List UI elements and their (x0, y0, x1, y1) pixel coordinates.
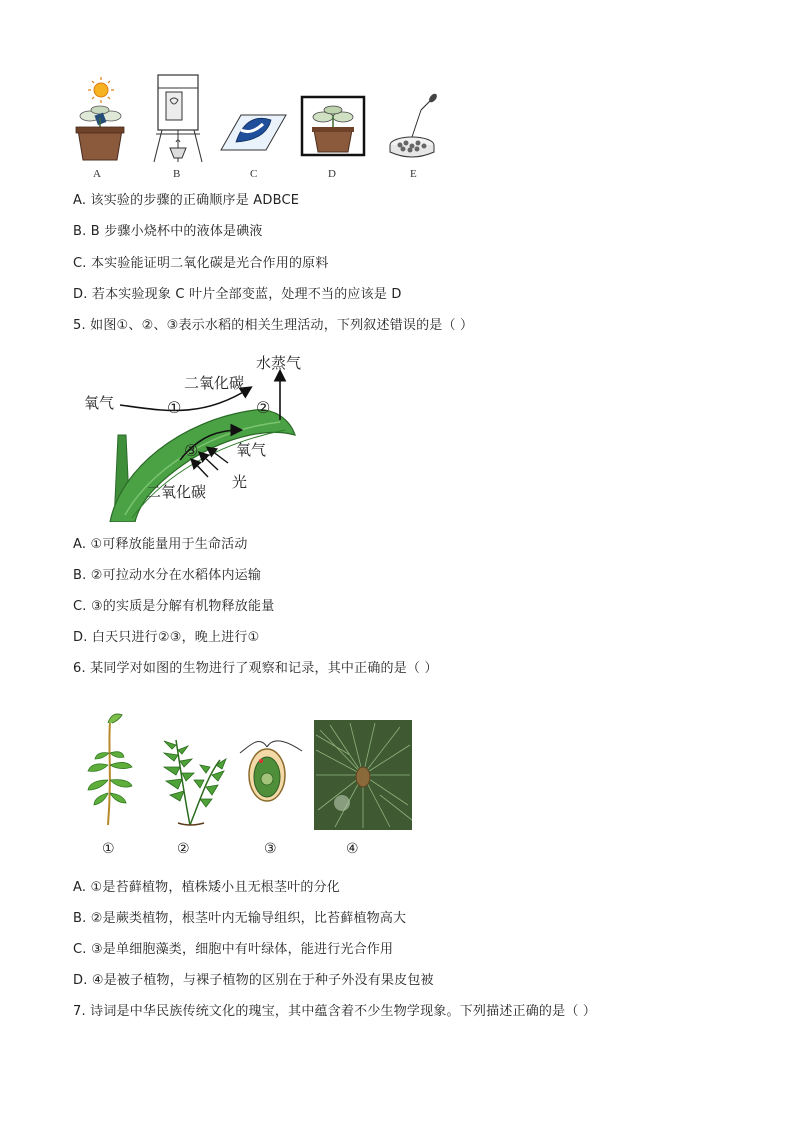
q7-stem: 7. 诗词是中华民族传统文化的瑰宝，其中蕴含着不少生物学现象。下列描述正确的是（ ） (73, 1004, 597, 1019)
q6-option-c: C. ③是单细胞藻类，细胞中有叶绿体，能进行光合作用 (73, 942, 394, 957)
figure-label-c: C (250, 168, 258, 180)
q6-option-b: B. ②是蕨类植物，根茎叶内无输导组织，比苔藓植物高大 (73, 911, 407, 926)
fern-plant (164, 740, 226, 825)
q5-stem: 5. 如图①、②、③表示水稻的相关生理活动，下列叙述错误的是（ ） (73, 318, 474, 333)
figure-label-a: A (93, 168, 101, 180)
q5-option-c: C. ③的实质是分解有机物释放能量 (73, 599, 275, 614)
organism-label-4: ④ (346, 841, 359, 857)
q6-option-d: D. ④是被子植物，与裸子植物的区别在于种子外没有果皮包被 (73, 973, 434, 988)
step-e-dish-dropper (390, 92, 439, 157)
pine-tree-photo (314, 720, 412, 830)
label-process-2: ② (256, 398, 271, 417)
q5-option-d: D. 白天只进行②③，晚上进行① (73, 630, 260, 645)
organism-label-2: ② (177, 841, 190, 857)
moss-plant (88, 714, 132, 825)
step-d-dark-plant (302, 97, 364, 155)
label-water-vapor: 水蒸气 (256, 354, 302, 372)
q6-stem: 6. 某同学对如图的生物进行了观察和记录，其中正确的是（ ） (73, 661, 438, 676)
step-a-plant-sun (76, 77, 124, 160)
label-co2-top: 二氧化碳 (184, 374, 245, 392)
label-oxygen-right: 氧气 (236, 441, 267, 459)
rice-leaf-diagram (80, 350, 325, 522)
figure-label-d: D (328, 168, 336, 180)
organisms-figure (80, 705, 420, 835)
q5-option-b: B. ②可拉动水分在水稻体内运输 (73, 568, 262, 583)
organism-label-3: ③ (264, 841, 277, 857)
organisms-illustration (80, 705, 420, 835)
label-light: 光 (232, 473, 248, 491)
q4-option-c: C. 本实验能证明二氧化碳是光合作用的原料 (73, 256, 329, 271)
q5-option-a: A. ①可释放能量用于生命活动 (73, 537, 248, 552)
chlamydomonas-cell (240, 741, 302, 801)
q6-option-a: A. ①是苔藓植物，植株矮小且无根茎叶的分化 (73, 880, 340, 895)
rice-leaf (110, 410, 295, 522)
label-co2-bottom: 二氧化碳 (146, 483, 207, 501)
label-process-1: ① (167, 398, 182, 417)
label-process-3: ③ (184, 441, 199, 460)
step-c-leaf-dish (221, 115, 286, 150)
figure-label-e: E (410, 168, 417, 180)
q4-option-a: A. 该实验的步骤的正确顺序是 ADBCE (73, 193, 300, 208)
label-oxygen-left: 氧气 (84, 394, 115, 412)
q4-option-d: D. 若本实验现象 C 叶片全部变蓝，处理不当的应该是 D (73, 287, 402, 302)
q4-option-b: B. B 步骤小烧杯中的液体是碘液 (73, 224, 263, 239)
rice-leaf-illustration (80, 350, 325, 522)
organism-label-1: ① (102, 841, 115, 857)
figure-label-b: B (173, 168, 181, 180)
step-b-water-bath (154, 75, 202, 162)
